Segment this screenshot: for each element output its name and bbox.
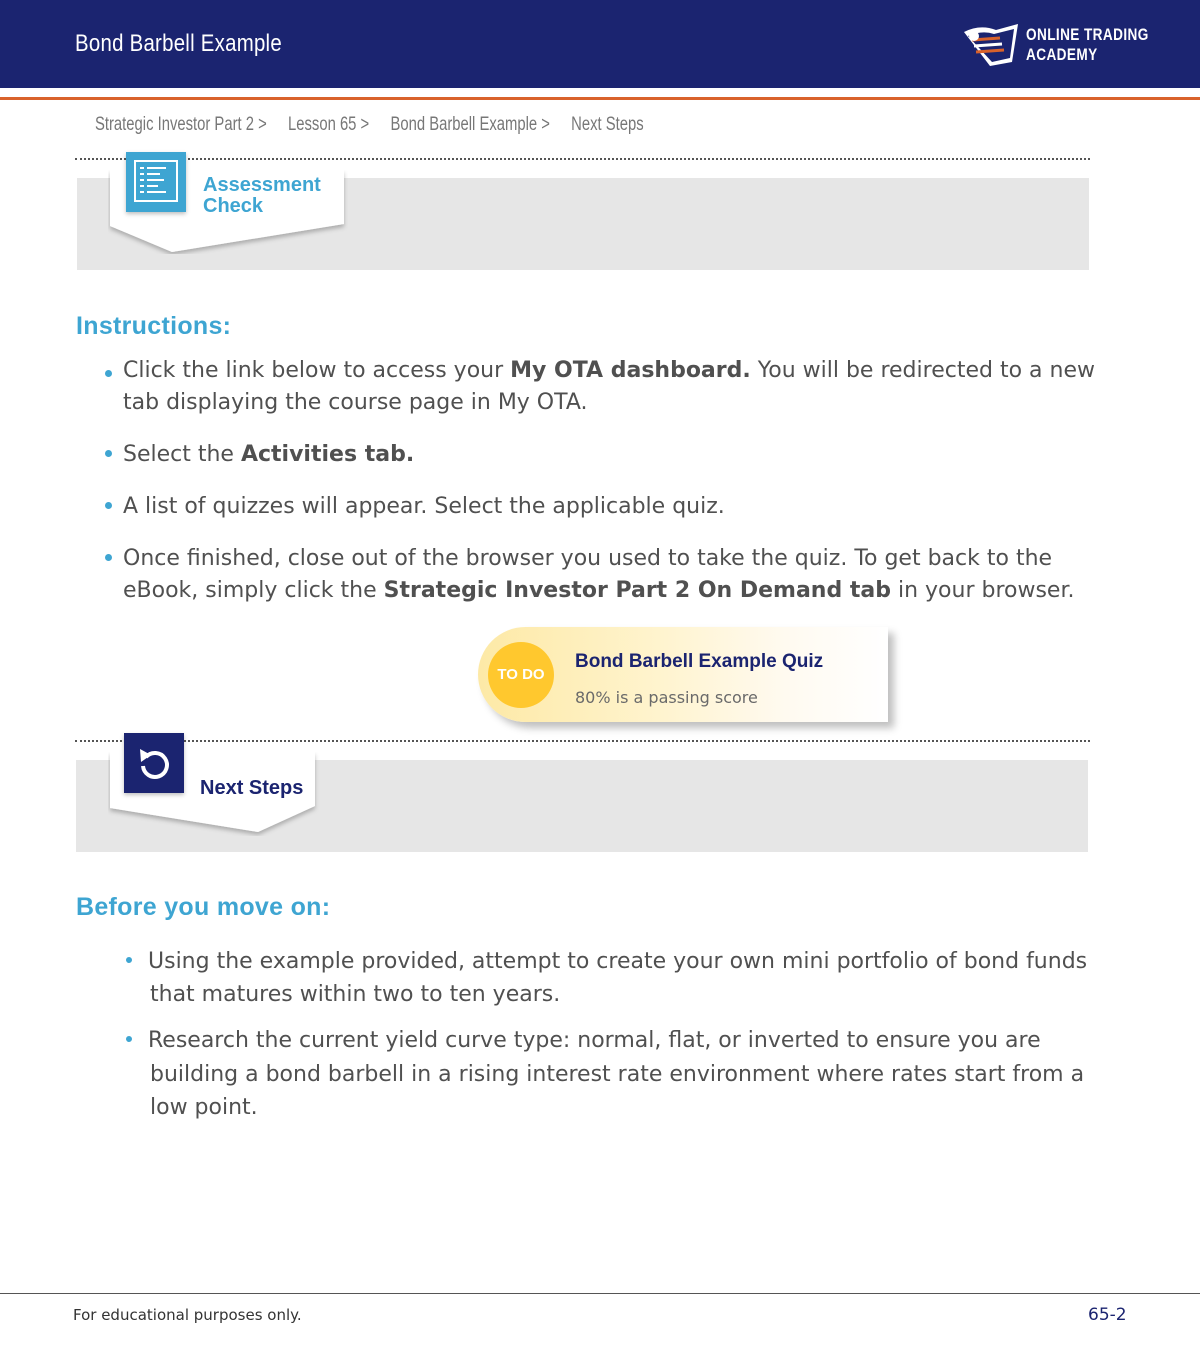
- item-text: that matures within two to ten years.: [150, 982, 561, 1007]
- header-title: Bond Barbell Example: [75, 30, 282, 57]
- activities-tab-text: Activities tab.: [240, 442, 415, 467]
- instructions-list: [105, 491, 1105, 523]
- quiz-subtitle: 80% is a passing score: [575, 688, 758, 707]
- logo-line-1: ONLINE TRADING: [1026, 25, 1149, 44]
- bullet: [105, 554, 112, 561]
- logo-line-2: ACADEMY: [1026, 45, 1098, 64]
- item-text: A list of quizzes will appear. Select the applicable quiz.: [123, 494, 725, 519]
- bullet: [105, 502, 112, 509]
- todo-badge: TO DO: [488, 642, 554, 708]
- list-item: [105, 355, 1105, 419]
- divider: [75, 158, 1090, 160]
- divider: [75, 740, 1090, 742]
- before-you-move-on-heading: Before you move on:: [76, 893, 331, 921]
- instructions-list: [105, 439, 1105, 471]
- item-text: Research the current yield curve type: normal, flat, or inverted to ensure you are: [148, 1028, 1041, 1053]
- bullet: [126, 957, 132, 963]
- item-text: tab displaying the course page in My OTA.: [123, 390, 588, 415]
- label-line-2: Check: [203, 195, 264, 217]
- header-rule: [0, 97, 1200, 100]
- item-text: low point.: [150, 1095, 258, 1120]
- my-ota-dashboard-link[interactable]: My OTA dashboard.: [510, 358, 751, 383]
- list-item: [126, 1024, 1106, 1125]
- breadcrumb: [95, 114, 661, 136]
- next-steps-list: [126, 945, 1106, 1011]
- page-number: 65-2: [1088, 1305, 1127, 1325]
- item-text: Using the example provided, attempt to create your own mini portfolio of bond funds: [148, 949, 1088, 974]
- ota-logo: [960, 22, 1149, 68]
- item-text: eBook, simply click the: [123, 578, 384, 603]
- next-steps-label: Next Steps: [200, 777, 304, 799]
- next-steps-list: [126, 1024, 1106, 1125]
- list-item: [105, 439, 1105, 471]
- breadcrumb-item-topic[interactable]: Bond Barbell Example >: [390, 114, 550, 135]
- assessment-check-label: [203, 175, 321, 217]
- logo-text: [1026, 25, 1149, 65]
- breadcrumb-item-course[interactable]: Strategic Investor Part 2 >: [95, 114, 267, 135]
- item-text: building a bond barbell in a rising interest rate environment where rates start from a: [150, 1061, 1085, 1087]
- quiz-card[interactable]: [478, 627, 888, 722]
- bullet: [105, 450, 112, 457]
- instructions-list: [105, 543, 1105, 607]
- refresh-icon: [124, 733, 184, 793]
- bullet: [126, 1036, 132, 1042]
- page-header: [0, 0, 1200, 88]
- checklist-icon: [126, 152, 186, 212]
- list-item: [105, 491, 1105, 523]
- footer-rule: [0, 1293, 1200, 1294]
- instructions-heading: Instructions:: [76, 312, 232, 340]
- eagle-logo-icon: [960, 22, 1022, 68]
- list-item: [105, 543, 1105, 607]
- item-text: You will be redirected to a new: [750, 358, 1095, 383]
- label-line-1: Assessment: [203, 174, 321, 196]
- footer-note: For educational purposes only.: [73, 1306, 302, 1324]
- bullet: [105, 370, 112, 377]
- list-item: [126, 945, 1106, 1011]
- breadcrumb-item-current[interactable]: Next Steps: [571, 114, 644, 135]
- on-demand-tab-text: Strategic Investor Part 2 On Demand tab: [383, 578, 891, 603]
- quiz-title[interactable]: Bond Barbell Example Quiz: [575, 651, 824, 672]
- instructions-list: [105, 355, 1105, 419]
- item-text: Click the link below to access your: [123, 358, 511, 383]
- breadcrumb-item-lesson[interactable]: Lesson 65 >: [288, 114, 370, 135]
- item-text: Select the: [123, 442, 241, 467]
- item-text: Once finished, close out of the browser you used to take the quiz. To get back to the: [123, 546, 1053, 571]
- item-text: in your browser.: [890, 578, 1075, 603]
